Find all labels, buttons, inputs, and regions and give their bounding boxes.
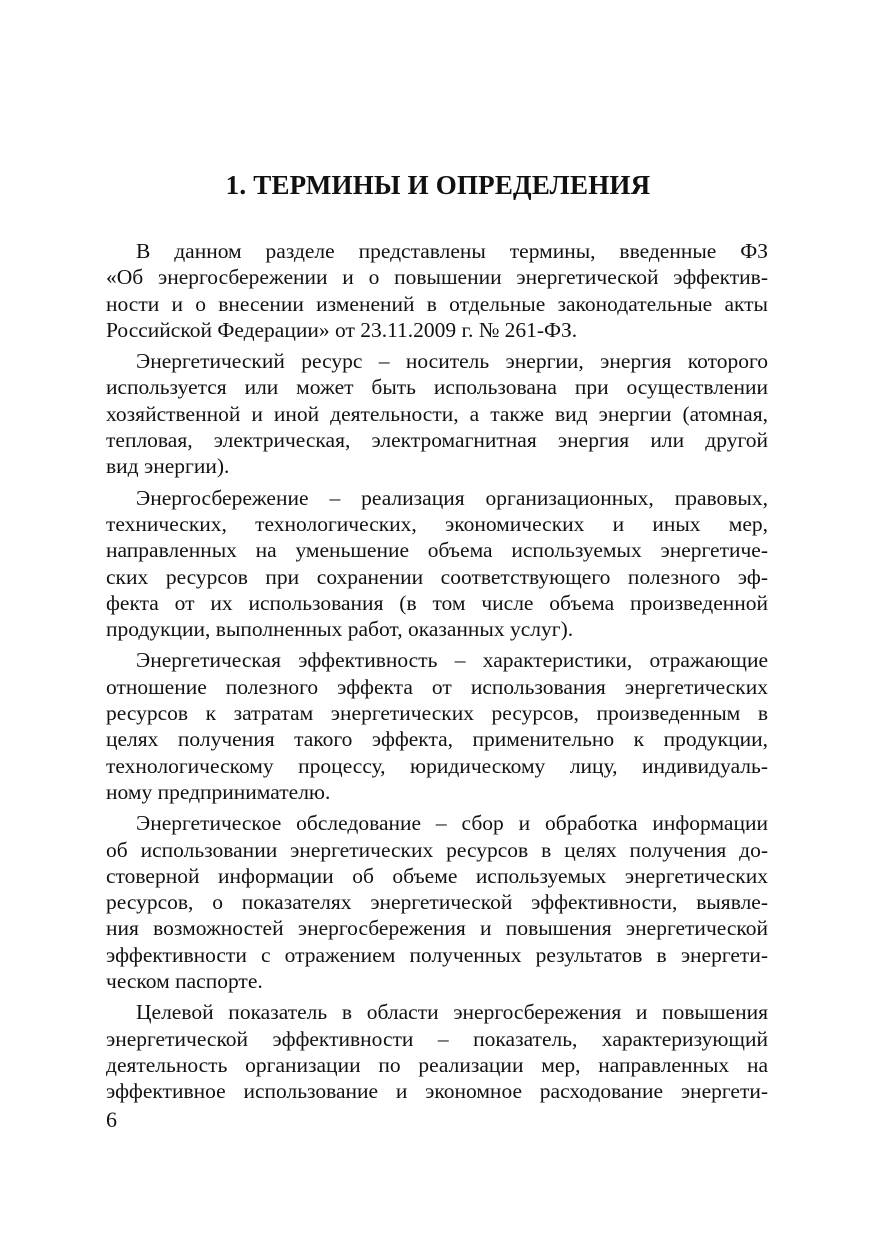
text-line: эффективное использование и экономное расходование энергети- [106,1079,768,1104]
text-line: технологическому процессу, юридическому лицу, индивидуаль- [106,753,768,778]
paragraph-energy-resource [106,348,768,479]
text-line: эффективности с отражением полученных результатов в энергети- [106,942,768,967]
text-line: Энергетическое обследование – сбор и обработка информации [136,811,768,836]
text-line: целях получения такого эффекта, применительно к продукции, [106,727,768,752]
page-number: 6 [106,1107,117,1132]
text-line: вид энергии). [106,454,230,479]
text-line: ских ресурсов при сохранении соответствующего полезного эф- [106,564,768,589]
text-line: Российской Федерации» от 23.11.2009 г. № 261-ФЗ. [106,317,578,342]
text-line: ному предпринимателю. [106,779,331,804]
paragraph-energy-efficiency [106,647,768,805]
text-line: ресурсов, о показателях энергетической эффективности, выявле- [106,890,768,915]
text-line: об использовании энергетических ресурсов в целях получения до- [106,837,768,862]
text-line: ности и о внесении изменений в отдельные законодательные акты [106,291,768,316]
text-line: тепловая, электрическая, электромагнитная энергия или другой [106,428,768,453]
text-line: продукции, выполненных работ, оказанных услуг). [106,617,574,642]
text-line: Энергетический ресурс – носитель энергии, энергия которого [136,349,768,374]
text-line: направленных на уменьшение объема используемых энергетиче- [106,538,768,563]
body-text [106,238,768,1105]
paragraph-energy-saving [106,485,768,643]
text-line: Энергетическая эффективность – характеристики, отражающие [136,648,768,673]
text-line: фекта от их использования (в том числе объема произведенной [106,590,768,615]
text-line: Энергосбережение – реализация организационных, правовых, [136,485,768,510]
text-line: Целевой показатель в области энергосбережения и повышения [136,1000,768,1025]
text-line: ния возможностей энергосбережения и повышения энергетической [106,916,768,941]
text-line: хозяйственной и иной деятельности, а также вид энергии (атомная, [106,401,768,426]
text-line: энергетической эффективности – показатель, характеризующий [106,1026,768,1051]
text-line: «Об энергосбережении и о повышении энергетической эффектив- [106,265,768,290]
text-line: используется или может быть использована при осуществлении [106,375,768,400]
page-title: 1. ТЕРМИНЫ И ОПРЕДЕЛЕНИЯ [225,170,651,200]
text-line: ческом паспорте. [106,969,263,994]
paragraph-intro [106,238,768,343]
text-line: ресурсов к затратам энергетических ресурсов, произведенным в [106,701,768,726]
text-line: отношение полезного эффекта от использования энергетических [106,674,768,699]
paragraph-target-indicator [106,999,768,1104]
text-line: стоверной информации об объеме используемых энергетических [106,863,768,888]
text-line: технических, технологических, экономических и иных мер, [106,511,768,536]
text-line: деятельность организации по реализации мер, направленных на [106,1052,768,1077]
text-line: В данном разделе представлены термины, введенные ФЗ [136,239,768,263]
paragraph-energy-audit [106,810,768,994]
